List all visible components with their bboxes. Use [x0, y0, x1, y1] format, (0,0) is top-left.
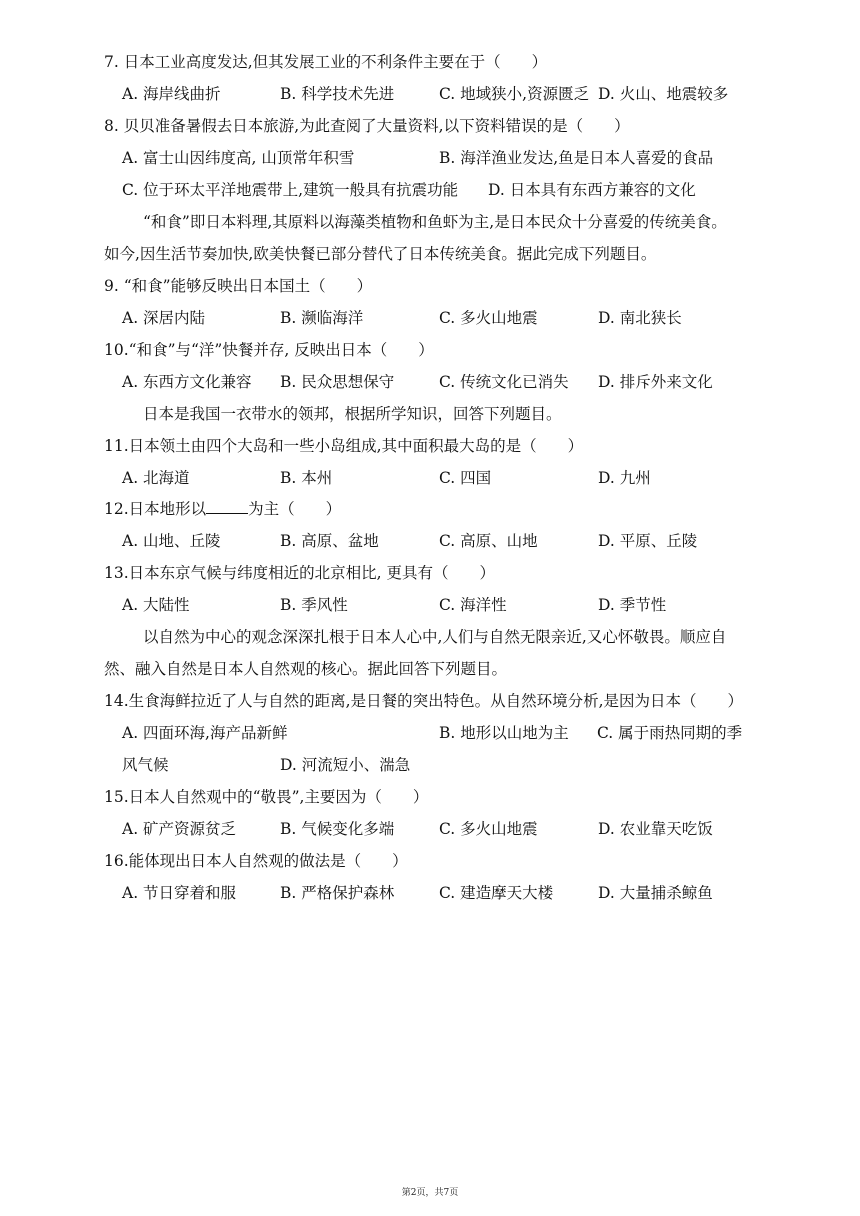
question-8-option-c: C. 位于环太平洋地震带上,建筑一般具有抗震功能 [122, 181, 459, 199]
question-14-option-a: A. 四面环海,海产品新鲜 [122, 724, 288, 742]
page-number-footer: 第2页，共7页 [401, 1188, 459, 1198]
question-9-option-d: D. 南北狭长 [598, 309, 682, 327]
question-7-option-d: D. 火山、地震较多 [598, 85, 729, 103]
question-8-option-d: D. 日本具有东西方兼容的文化 [488, 181, 696, 199]
question-8-option-a: A. 富士山因纬度高, 山顶常年积雪 [122, 149, 355, 167]
passage-washoku-line2: 如今,因生活节奏加快,欧美快餐已部分替代了日本传统美食。据此完成下列题目。 [104, 245, 657, 263]
question-16-option-a: A. 节日穿着和服 [122, 884, 237, 902]
question-9-option-c: C. 多火山地震 [439, 309, 538, 327]
question-13-option-a: A. 大陆性 [122, 596, 190, 614]
question-11-option-a: A. 北海道 [122, 469, 190, 487]
question-12-option-c: C. 高原、山地 [439, 532, 538, 550]
question-12-option-d: D. 平原、丘陵 [598, 532, 698, 550]
question-9-stem: 9. “和食”能够反映出日本国土（ ） [104, 277, 373, 295]
question-11-option-d: D. 九州 [598, 469, 651, 487]
question-9-option-b: B. 濒临海洋 [280, 309, 364, 327]
question-12-option-b: B. 高原、盆地 [280, 532, 379, 550]
question-7-option-c: C. 地域狭小,资源匮乏 [439, 85, 590, 103]
question-11-option-c: C. 四国 [439, 469, 492, 487]
passage-nature-line1: 以自然为中心的观念深深扎根于日本人心中,人们与自然无限亲近,又心怀敬畏。顺应自 [143, 628, 727, 646]
question-13-option-c: C. 海洋性 [439, 596, 507, 614]
question-16-option-b: B. 严格保护森林 [280, 884, 395, 902]
question-10-option-a: A. 东西方文化兼容 [122, 373, 252, 391]
question-15-option-d: D. 农业靠天吃饭 [598, 820, 713, 838]
question-14-stem: 14.生食海鲜拉近了人与自然的距离,是日餐的突出特色。从自然环境分析,是因为日本（ ） [104, 692, 744, 710]
question-10-stem: 10.“和食”与“洋”快餐并存, 反映出日本（ ） [104, 341, 434, 359]
question-15-stem: 15.日本人自然观中的“敬畏”,主要因为（ ） [104, 788, 429, 806]
question-12-stem-part-a: 12.日本地形以 [104, 500, 207, 518]
question-10-option-b: B. 民众思想保守 [280, 373, 395, 391]
question-8-stem: 8. 贝贝准备暑假去日本旅游,为此查阅了大量资料,以下资料错误的是（ ） [104, 117, 630, 135]
passage-neighbor: 日本是我国一衣带水的领邦，根据所学知识，回答下列题目。 [143, 405, 562, 423]
question-12-stem [104, 498, 341, 520]
question-16-stem: 16.能体现出日本人自然观的做法是（ ） [104, 852, 408, 870]
question-10-option-d: D. 排斥外来文化 [598, 373, 713, 391]
question-14-option-c: C. 属于雨热同期的季 [597, 724, 743, 742]
question-7-option-b: B. 科学技术先进 [280, 85, 395, 103]
question-7-stem: 7. 日本工业高度发达,但其发展工业的不利条件主要在于（ ） [104, 53, 548, 71]
passage-washoku-line1: “和食”即日本料理,其原料以海藻类植物和鱼虾为主,是日本民众十分喜爱的传统美食。 [143, 213, 727, 231]
question-15-option-c: C. 多火山地震 [439, 820, 538, 838]
question-8-option-b: B. 海洋渔业发达,鱼是日本人喜爱的食品 [439, 149, 714, 167]
question-11-stem: 11.日本领土由四个大岛和一些小岛组成,其中面积最大岛的是（ ） [104, 437, 584, 455]
question-13-option-b: B. 季风性 [280, 596, 348, 614]
question-11-option-b: B. 本州 [280, 469, 333, 487]
question-12-option-a: A. 山地、丘陵 [122, 532, 221, 550]
question-16-option-c: C. 建造摩天大楼 [439, 884, 554, 902]
question-13-stem: 13.日本东京气候与纬度相近的北京相比, 更具有（ ） [104, 564, 496, 582]
question-14-option-b: B. 地形以山地为主 [439, 724, 569, 742]
question-14-option-c-continued: 风气候 [122, 756, 169, 774]
question-13-option-d: D. 季节性 [598, 596, 667, 614]
question-9-option-a: A. 深居内陆 [122, 309, 206, 327]
question-15-option-a: A. 矿产资源贫乏 [122, 820, 237, 838]
question-15-option-b: B. 气候变化多端 [280, 820, 395, 838]
question-16-option-d: D. 大量捕杀鲸鱼 [598, 884, 713, 902]
question-10-option-c: C. 传统文化已消失 [439, 373, 569, 391]
fill-in-blank [206, 499, 248, 514]
question-7-option-a: A. 海岸线曲折 [122, 85, 221, 103]
question-12-stem-part-b: 为主（ ） [248, 500, 342, 518]
question-14-option-d: D. 河流短小、湍急 [280, 756, 411, 774]
passage-nature-line2: 然、融入自然是日本人自然观的核心。据此回答下列题目。 [104, 660, 508, 678]
